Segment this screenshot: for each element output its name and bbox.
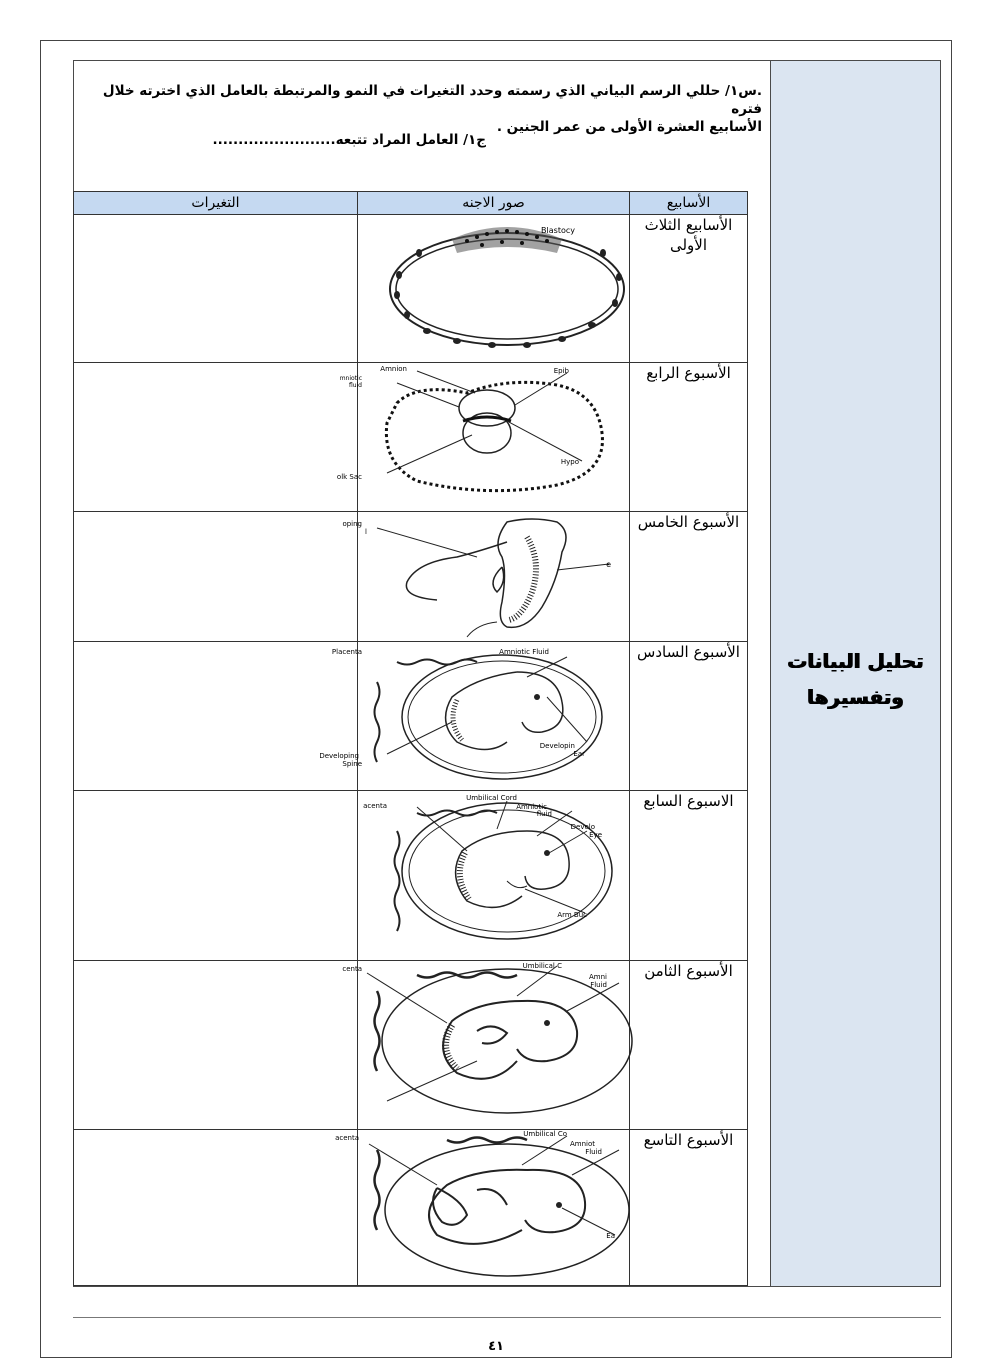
page-number: ٤١ [488, 1339, 504, 1354]
week-label: الأسبوع الرابع [630, 363, 748, 512]
label-partial: l [365, 528, 367, 536]
label-epiblast: Epib [553, 367, 569, 375]
label-fluid: Fluid [590, 981, 607, 989]
label-ear: Ear [573, 750, 585, 758]
changes-cell[interactable] [74, 1130, 358, 1286]
question-text [84, 82, 762, 136]
table-row [74, 642, 748, 791]
label-edge: e [606, 560, 611, 569]
label-placenta: Placenta [331, 648, 362, 656]
label-developing-ear: Developin [539, 742, 575, 750]
side-panel-title-line1: تحليل البيانات [787, 649, 924, 673]
header-images: صور الاجنه [358, 192, 630, 215]
week-label: الأسابيع الثلاث الأولى [630, 215, 748, 363]
label-umbilical-cord: Umbilical C [522, 962, 562, 970]
label-fluid: fluid [348, 382, 362, 389]
changes-cell[interactable] [74, 961, 358, 1130]
label-amniotic: Amniot [569, 1140, 595, 1148]
label-amniotic: Amniotic [516, 803, 547, 811]
embryo-image-cell [342, 961, 630, 1130]
embryo-image-cell [335, 1130, 630, 1286]
embryo-image-cell [342, 512, 630, 642]
label-amnion: Amnion [380, 365, 407, 373]
week-label: الأسبوع السادس [630, 642, 748, 791]
label-amniotic: Amni [589, 973, 607, 981]
blastocyst-drawing [357, 215, 629, 361]
header-changes: التغيرات [74, 192, 358, 215]
changes-cell[interactable] [74, 642, 358, 791]
changes-cell[interactable] [74, 215, 358, 363]
label-eye: Eye [589, 831, 602, 839]
embryo-image-cell [358, 215, 630, 363]
answer-blank[interactable]: ........................ [212, 132, 336, 148]
label-placenta: centa [342, 965, 362, 973]
embryo-image-cell [336, 363, 630, 512]
embryo-weeks-table [73, 191, 748, 1286]
answer-label: ج١/ العامل المراد تتبعه [335, 132, 486, 148]
header-weeks: الأسابيع [630, 192, 748, 215]
label-placenta: acenta [335, 1134, 359, 1142]
changes-cell[interactable] [74, 363, 358, 512]
label-developing-spine: Developing [319, 752, 359, 760]
label-umbilical-cord: Umbilical Co [523, 1130, 567, 1138]
embryo-image-cell [358, 791, 630, 961]
label-placenta: acenta [363, 802, 387, 810]
week5-embryo-drawing [342, 512, 629, 640]
bottom-divider [73, 1317, 941, 1318]
label-amniotic-fluid: Amniotic Fluid [499, 648, 549, 656]
question-line-1: .س١/ حللي الرسم البياني الذي رسمته وحدد التغيرات في النمو والمرتبطة بالعامل الذي اخترته خلال فتره [102, 83, 762, 117]
label-amniotic: mniotic [339, 375, 362, 382]
embryo-image-cell [319, 642, 630, 791]
label-fluid: Fluid [585, 1148, 602, 1156]
label-hypoblast: Hypo [560, 458, 579, 466]
label-blastocyst: Blastocy [541, 226, 575, 235]
answer-prompt [186, 132, 486, 148]
week4-embryo-drawing [336, 363, 629, 510]
week-label: الأسبوع الخامس [630, 512, 748, 642]
table-header-row [74, 192, 748, 215]
table-row [74, 215, 748, 363]
week8-embryo-drawing [342, 961, 629, 1128]
label-developing-eye: Develo [570, 823, 595, 831]
table-row [74, 512, 748, 642]
side-panel-title-line2: وتفسيرها [807, 685, 904, 709]
table-row [74, 961, 748, 1130]
week-label: الاسبوع السابع [630, 791, 748, 961]
table-row [74, 1130, 748, 1286]
table-row [74, 791, 748, 961]
label-ear: Ea [606, 1232, 615, 1240]
week7-embryo-drawing [357, 791, 629, 959]
label-arm-bud: Arm Buc [557, 911, 587, 919]
label-umbilical-cord: Umbilical Cord [466, 794, 517, 802]
table-row [74, 363, 748, 512]
label-fluid: fluid [536, 810, 552, 818]
week-label: الأسبوع التاسع [630, 1130, 748, 1286]
changes-cell[interactable] [74, 791, 358, 961]
label-developing: oping [342, 520, 362, 528]
changes-cell[interactable] [74, 512, 358, 642]
week6-embryo-drawing [319, 642, 629, 789]
week-label: الأسبوع الثامن [630, 961, 748, 1130]
question-line-2: الأسابيع العشرة الأولى من عمر الجنين . [496, 119, 762, 135]
label-spine: Spine [342, 760, 362, 768]
side-panel-title [771, 643, 940, 715]
week9-embryo-drawing [335, 1130, 629, 1284]
label-yolk-sac: olk Sac [336, 473, 362, 481]
side-panel [770, 60, 941, 1287]
